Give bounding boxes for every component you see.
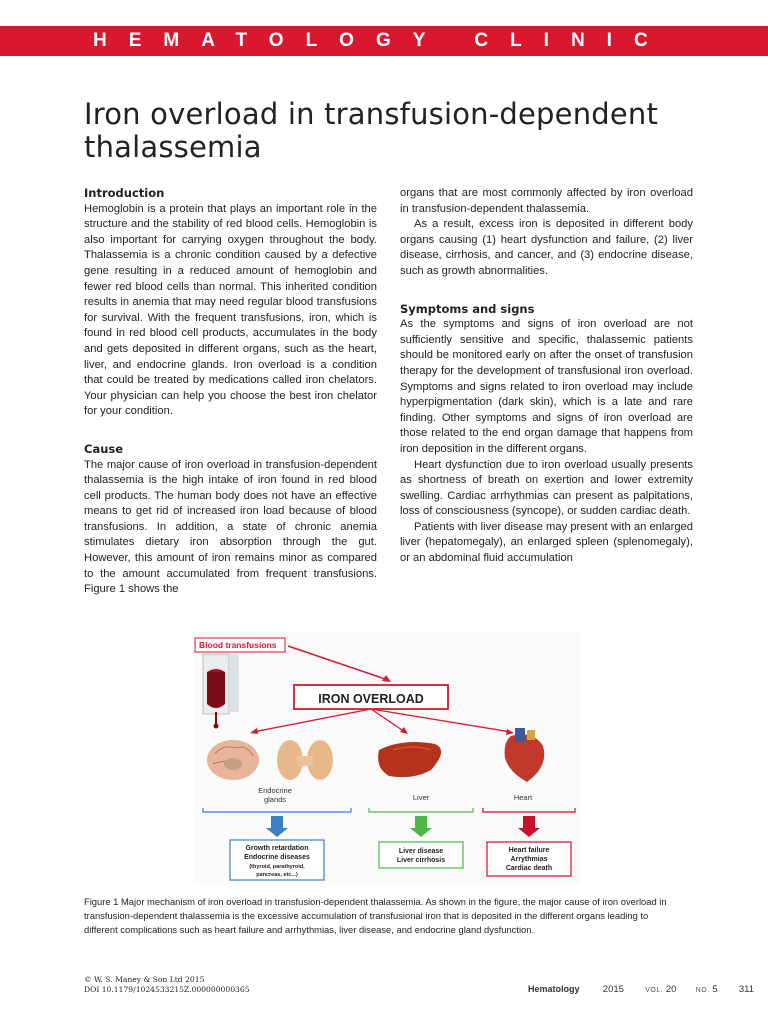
footer-journal-info xyxy=(528,984,754,995)
heart-label: Heart xyxy=(513,793,533,802)
symptoms-heading: Symptoms and signs xyxy=(400,301,535,316)
issue: 5 xyxy=(712,984,718,995)
liver-outcome-2: Liver cirrhosis xyxy=(396,857,446,864)
endocrine-label-1: Endocrine xyxy=(258,786,292,795)
liver-paragraph: Patients with liver disease may present with an enlarged liver (hepatomegaly), an enlarged spleen (splenomegaly), or an abdominal fluid accumulation xyxy=(400,520,693,565)
intro-heading: Introduction xyxy=(84,186,165,200)
liver-outcome-box xyxy=(379,842,463,868)
cause-paragraph: The major cause of iron overload in transfusion-dependent thalassemia is the high intake of iron found in red blood cell products. The human body does not have an effective means to get rid of increased iron load because of blood transfusions. In addition, a state of chronic anemia stimulates dietary iron absorption through the gut. However, this amount of iron remains minor as compared to the amount accumulated from frequent transfusions. Figure 1 shows the xyxy=(84,458,377,596)
symptoms-paragraph: As the symptoms and signs of iron overload are not sufficiently sensitive and specific, thalassemic patients should be monitored early on after the onset of transfusion therapy for the development of transfusional iron overload. Symptoms and signs related to iron overload may include hyperpigmentation (dark skin), which is a late and rare finding. Other symptoms and signs of iron overload are those related to the end organ damage that happens from iron deposition in the different organs. xyxy=(400,318,693,455)
blood-label: Blood transfusions xyxy=(199,640,277,650)
endocrine-label-2: glands xyxy=(263,795,287,804)
heart-outcome-1: Heart failure xyxy=(508,847,550,854)
heart-outcome-2: Arrythmias xyxy=(510,856,548,863)
cause-heading: Cause xyxy=(84,441,124,456)
heart-paragraph: Heart dysfunction due to iron overload usually presents as shortness of breath on exertion and lower extremity swelling. Cardiac arrhythmias can present as palpitations, loss of consciousness (syncope), or sudden cardiac death. xyxy=(400,458,693,518)
right-column xyxy=(400,186,693,567)
doi: DOI 10.1179/1024533215Z.000000000365 xyxy=(84,985,250,994)
figure-1-diagram xyxy=(193,632,580,884)
endo-outcome-3: (thyroid, parathyroid, xyxy=(249,864,305,870)
volume: 20 xyxy=(665,984,677,995)
iron-overload-label: IRON OVERLOAD xyxy=(318,692,424,706)
article-title: Iron overload in transfusion-dependent thalassemia xyxy=(84,97,659,164)
footer-copyright-block xyxy=(84,975,250,995)
endo-outcome-1: Growth retardation xyxy=(245,845,309,852)
organs-paragraph: organs that are most commonly affected by iron overload in transfusion-dependent thalassemia. xyxy=(400,187,693,215)
journal-name: Hematology xyxy=(528,984,580,994)
left-column xyxy=(84,186,377,598)
endo-outcome-4: pancreas, etc...) xyxy=(256,872,298,878)
liver-label: Liver xyxy=(412,793,430,802)
figure-caption: Figure 1 Major mechanism of iron overload in transfusion-dependent thalassemia. As shown in the figure, the major cause of iron overload in transfusion-dependent thalassemia is the excessive accumulation of transfusional iron that is deposited in the different organs leading to different complications such as heart failure and arrhythmias, liver disease, and endocrine gland dysfunction. xyxy=(84,896,667,935)
page-number: 311 xyxy=(738,984,754,995)
endo-outcome-2: Endocrine diseases xyxy=(244,854,310,861)
heart-outcome-3: Cardiac death xyxy=(505,865,553,872)
intro-paragraph: Hemoglobin is a protein that plays an important role in the structure and the stability of red blood cells. Hemoglobin is also important for carrying oxygen throughout the body. Thalassemia is a chronic condition caused by a defective gene resulting in a reduced amount of hemoglobin and fewer red blood cells than normal. This inherited condition results in anemia that may need regular blood transfusions for survival. With the frequent transfusions, iron, which is found in red blood cell products, accumulates in the body and gets deposited in different organs, such as the heart, liver, and endocrine glands. Iron overload is a condition that could be treated by medications called iron chelators. Your physician can help you choose the best iron chelator for your condition. xyxy=(84,202,377,418)
consequence-paragraph: As a result, excess iron is deposited in different body organs causing (1) heart dysfunction and failure, (2) liver disease, cirrhosis, and cancer, and (3) endocrine disease, such as growth abnormalities. xyxy=(400,218,693,277)
journal-section-banner: HEMATOLOGY CLINIC xyxy=(0,26,768,56)
year: 2015 xyxy=(602,984,624,995)
brain-icon xyxy=(207,740,259,780)
copyright: © W. S. Maney & Son Ltd 2015 xyxy=(84,975,205,984)
no-label: NO. xyxy=(695,987,710,994)
vol-label: VOL. xyxy=(645,987,664,994)
liver-outcome-1: Liver disease xyxy=(398,848,444,855)
